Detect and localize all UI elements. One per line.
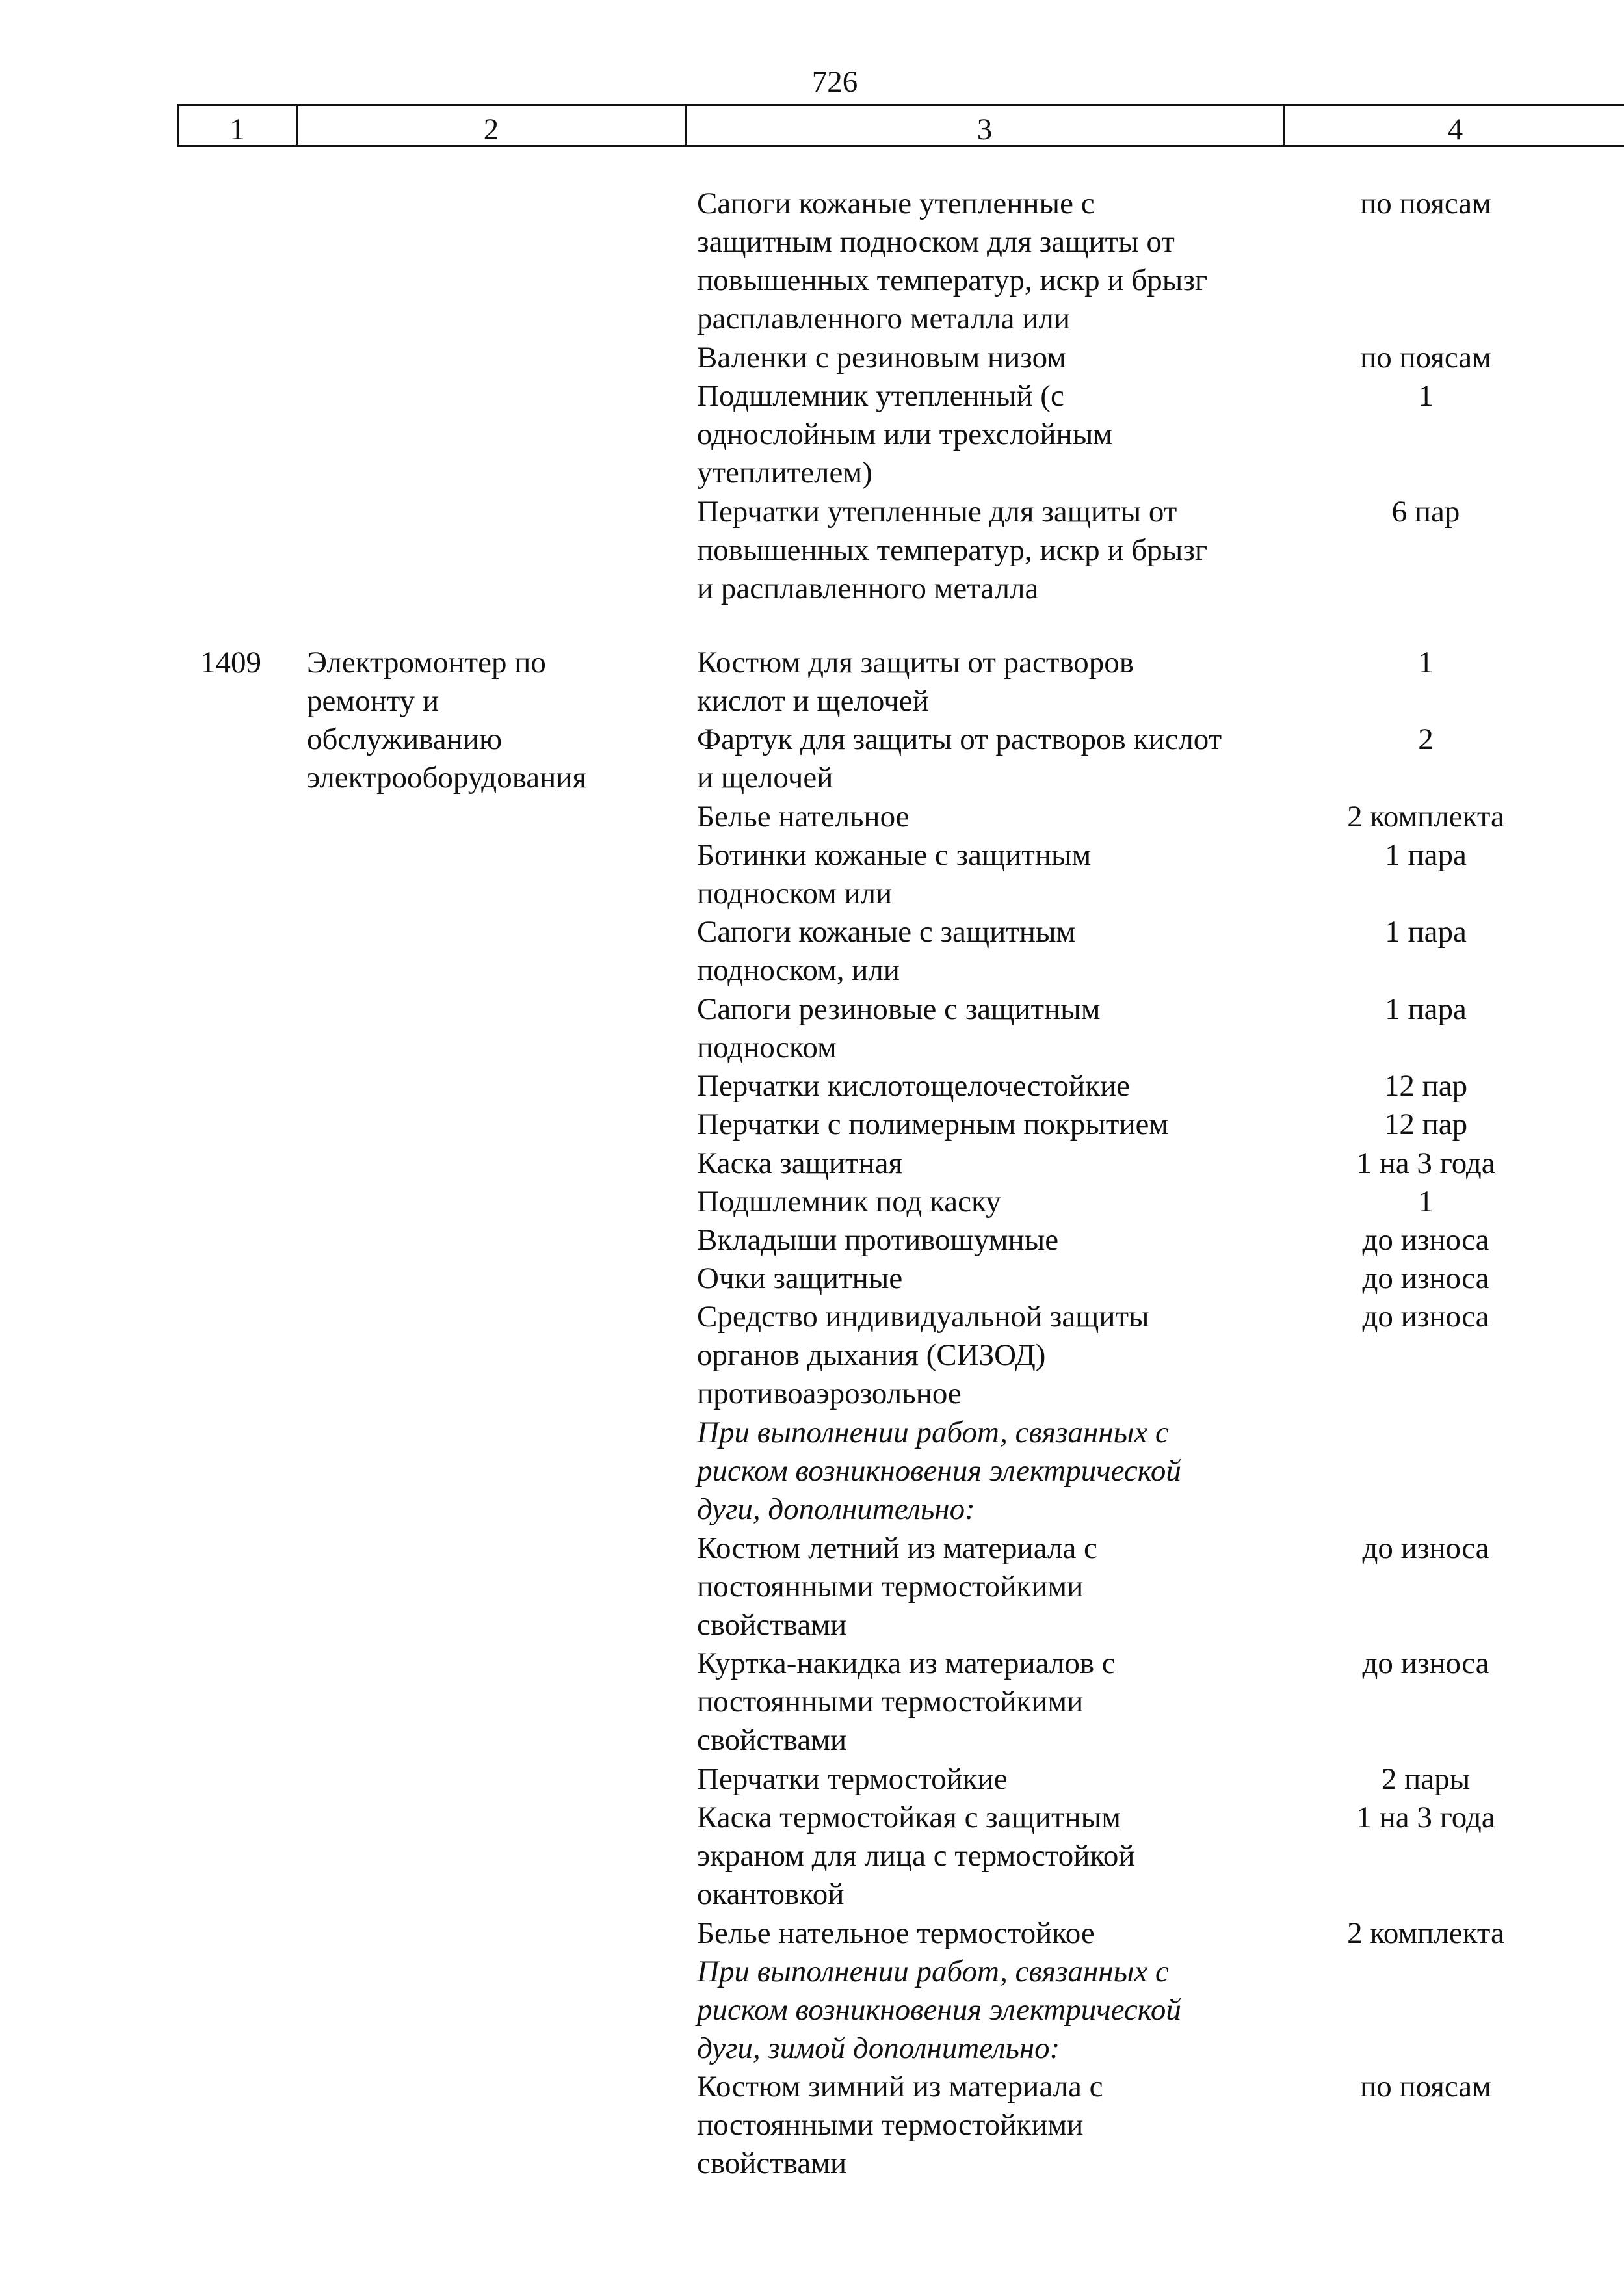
item-norm: 6 пар: [1391, 494, 1460, 529]
item-name: [697, 1760, 1282, 1799]
item-name-line: постоянными термостойкими: [697, 1569, 1084, 1603]
section-note-line: риском возникновения электрической: [697, 1992, 1181, 2027]
item-norm: 1 на 3 года: [1356, 1146, 1495, 1180]
item-name-line: и щелочей: [697, 761, 833, 795]
item-norm: 1 пара: [1385, 992, 1467, 1026]
item-name-line: Фартук для защиты от растворов кислот: [697, 722, 1222, 757]
item-name-line: расплавленного металла или: [697, 302, 1071, 336]
section-note-line: риском возникновения электрической: [697, 1454, 1181, 1488]
item-norm: 1 на 3 года: [1356, 1801, 1495, 1834]
profession-name-line: обслуживанию: [307, 722, 503, 756]
item-name-line: Подшлемник утепленный (с: [697, 379, 1064, 413]
item-name-line: окантовкой: [697, 1877, 845, 1911]
item-name-line: Подшлемник под каску: [697, 1184, 1001, 1219]
item-name: [697, 1105, 1282, 1144]
item-name-line: Сапоги кожаные утепленные с: [697, 187, 1095, 220]
item-name-line: свойствами: [697, 1607, 847, 1642]
page-number: 726: [811, 65, 858, 99]
item-norm: до износа: [1362, 1646, 1489, 1681]
item-norm: 1 пара: [1385, 915, 1467, 949]
item-norm: по поясам: [1360, 340, 1491, 375]
item-name-line: и расплавленного металла: [697, 571, 1039, 605]
item-name: [697, 377, 1282, 492]
item-norm: 2 комплекта: [1347, 799, 1504, 834]
item-name: [697, 1298, 1282, 1413]
profession-name-line: ремонту и: [307, 684, 439, 718]
section-note-line: дуги, зимой дополнительно:: [697, 2031, 1060, 2065]
item-name-line: Валенки с резиновым низом: [697, 340, 1066, 375]
item-norm: 2: [1418, 722, 1434, 757]
item-name-line: подноском: [697, 1030, 837, 1064]
profession-name-line: электрооборудования: [307, 761, 587, 795]
item-name: [697, 1529, 1282, 1644]
item-name-line: Куртка-накидка из материалов с: [697, 1646, 1116, 1681]
item-norm: до износа: [1362, 1223, 1489, 1257]
section-note: [697, 1953, 1282, 2068]
item-norm: 1: [1418, 646, 1434, 680]
item-name: [697, 644, 1282, 720]
item-name-line: Перчатки с полимерным покрытием: [697, 1107, 1169, 1142]
item-name-line: экраном для лица с термостойкой: [697, 1839, 1135, 1873]
item-name-line: подноском или: [697, 877, 893, 910]
item-name-line: свойствами: [697, 2146, 847, 2181]
item-norm: до износа: [1362, 1261, 1489, 1296]
item-name: [697, 1067, 1282, 1105]
item-name: [697, 798, 1282, 836]
item-name-line: повышенных температур, искр и брызг: [697, 533, 1208, 567]
item-name: [697, 1644, 1282, 1760]
item-norm: 1 пара: [1385, 838, 1467, 872]
item-norm: 12 пар: [1383, 1107, 1468, 1142]
item-name-line: Сапоги кожаные с защитным: [697, 915, 1076, 949]
column-header-3: 3: [687, 106, 1285, 145]
item-name-line: Очки защитные: [697, 1261, 903, 1296]
item-name-line: Костюм для защиты от растворов: [697, 646, 1134, 680]
item-norm: 2 комплекта: [1347, 1916, 1504, 1950]
profession-name: [307, 644, 645, 797]
item-name: [697, 1144, 1282, 1183]
item-name-line: однослойным или трехслойным: [697, 417, 1113, 451]
item-name: [697, 1221, 1282, 1260]
item-name-line: Костюм летний из материала с: [697, 1531, 1097, 1565]
item-name-line: органов дыхания (СИЗОД): [697, 1338, 1046, 1373]
section-note-line: дуги, дополнительно:: [697, 1492, 975, 1526]
item-name-line: Вкладыши противошумные: [697, 1223, 1059, 1257]
item-norm: 1: [1418, 1184, 1434, 1219]
item-name-line: свойствами: [697, 1723, 847, 1758]
item-name-line: противоаэрозольное: [697, 1377, 962, 1411]
item-name-line: кислот и щелочей: [697, 684, 929, 718]
item-name: [697, 720, 1282, 797]
item-name-line: защитным подноском для защиты от: [697, 225, 1175, 259]
item-name: [697, 2068, 1282, 2183]
item-name-line: повышенных температур, искр и брызг: [697, 263, 1208, 297]
item-name: [697, 1260, 1282, 1298]
item-name: [697, 493, 1282, 608]
item-name: [697, 1799, 1282, 1914]
item-name: [697, 1183, 1282, 1221]
section-note: [697, 1414, 1282, 1529]
item-name-line: Каска термостойкая с защитным: [697, 1801, 1121, 1834]
item-name-line: Ботинки кожаные с защитным: [697, 838, 1092, 872]
item-name: [697, 185, 1282, 338]
item-name-line: Белье нательное: [697, 799, 910, 834]
item-name: [697, 1914, 1282, 1953]
item-name-line: постоянными термостойкими: [697, 1685, 1084, 1719]
section-note-line: При выполнении работ, связанных с: [697, 1416, 1169, 1449]
item-name: [697, 836, 1282, 913]
item-name-line: утеплителем): [697, 456, 872, 490]
column-header-4: 4: [1447, 112, 1463, 146]
item-name-line: Костюм зимний из материала с: [697, 2070, 1103, 2104]
item-name-line: Перчатки термостойкие: [697, 1762, 1008, 1796]
item-name-line: подноском, или: [697, 953, 900, 988]
item-norm: до износа: [1362, 1531, 1489, 1565]
item-norm: 1: [1418, 379, 1434, 413]
item-norm: 12 пар: [1383, 1069, 1468, 1103]
profession-name-line: Электромонтер по: [307, 646, 546, 680]
item-name-line: Белье нательное термостойкое: [697, 1916, 1095, 1950]
item-norm: по поясам: [1360, 187, 1491, 220]
section-note-line: При выполнении работ, связанных с: [697, 1954, 1169, 1988]
item-norm: по поясам: [1360, 2070, 1491, 2104]
table-header-row: [177, 104, 1624, 147]
item-name: [697, 339, 1282, 377]
column-header-1: 1: [179, 106, 298, 145]
item-norm: 2 пары: [1381, 1762, 1471, 1796]
item-name: [697, 990, 1282, 1067]
profession-code: 1409: [200, 646, 261, 680]
item-name-line: Средство индивидуальной защиты: [697, 1300, 1149, 1334]
item-name-line: Сапоги резиновые с защитным: [697, 992, 1101, 1026]
item-name-line: Перчатки утепленные для защиты от: [697, 494, 1177, 529]
item-name-line: Перчатки кислотощелочестойкие: [697, 1069, 1131, 1103]
item-norm: до износа: [1362, 1300, 1489, 1334]
column-header-2: 2: [298, 106, 687, 145]
item-name-line: постоянными термостойкими: [697, 2108, 1084, 2143]
item-name-line: Каска защитная: [697, 1146, 903, 1180]
item-name: [697, 913, 1282, 990]
